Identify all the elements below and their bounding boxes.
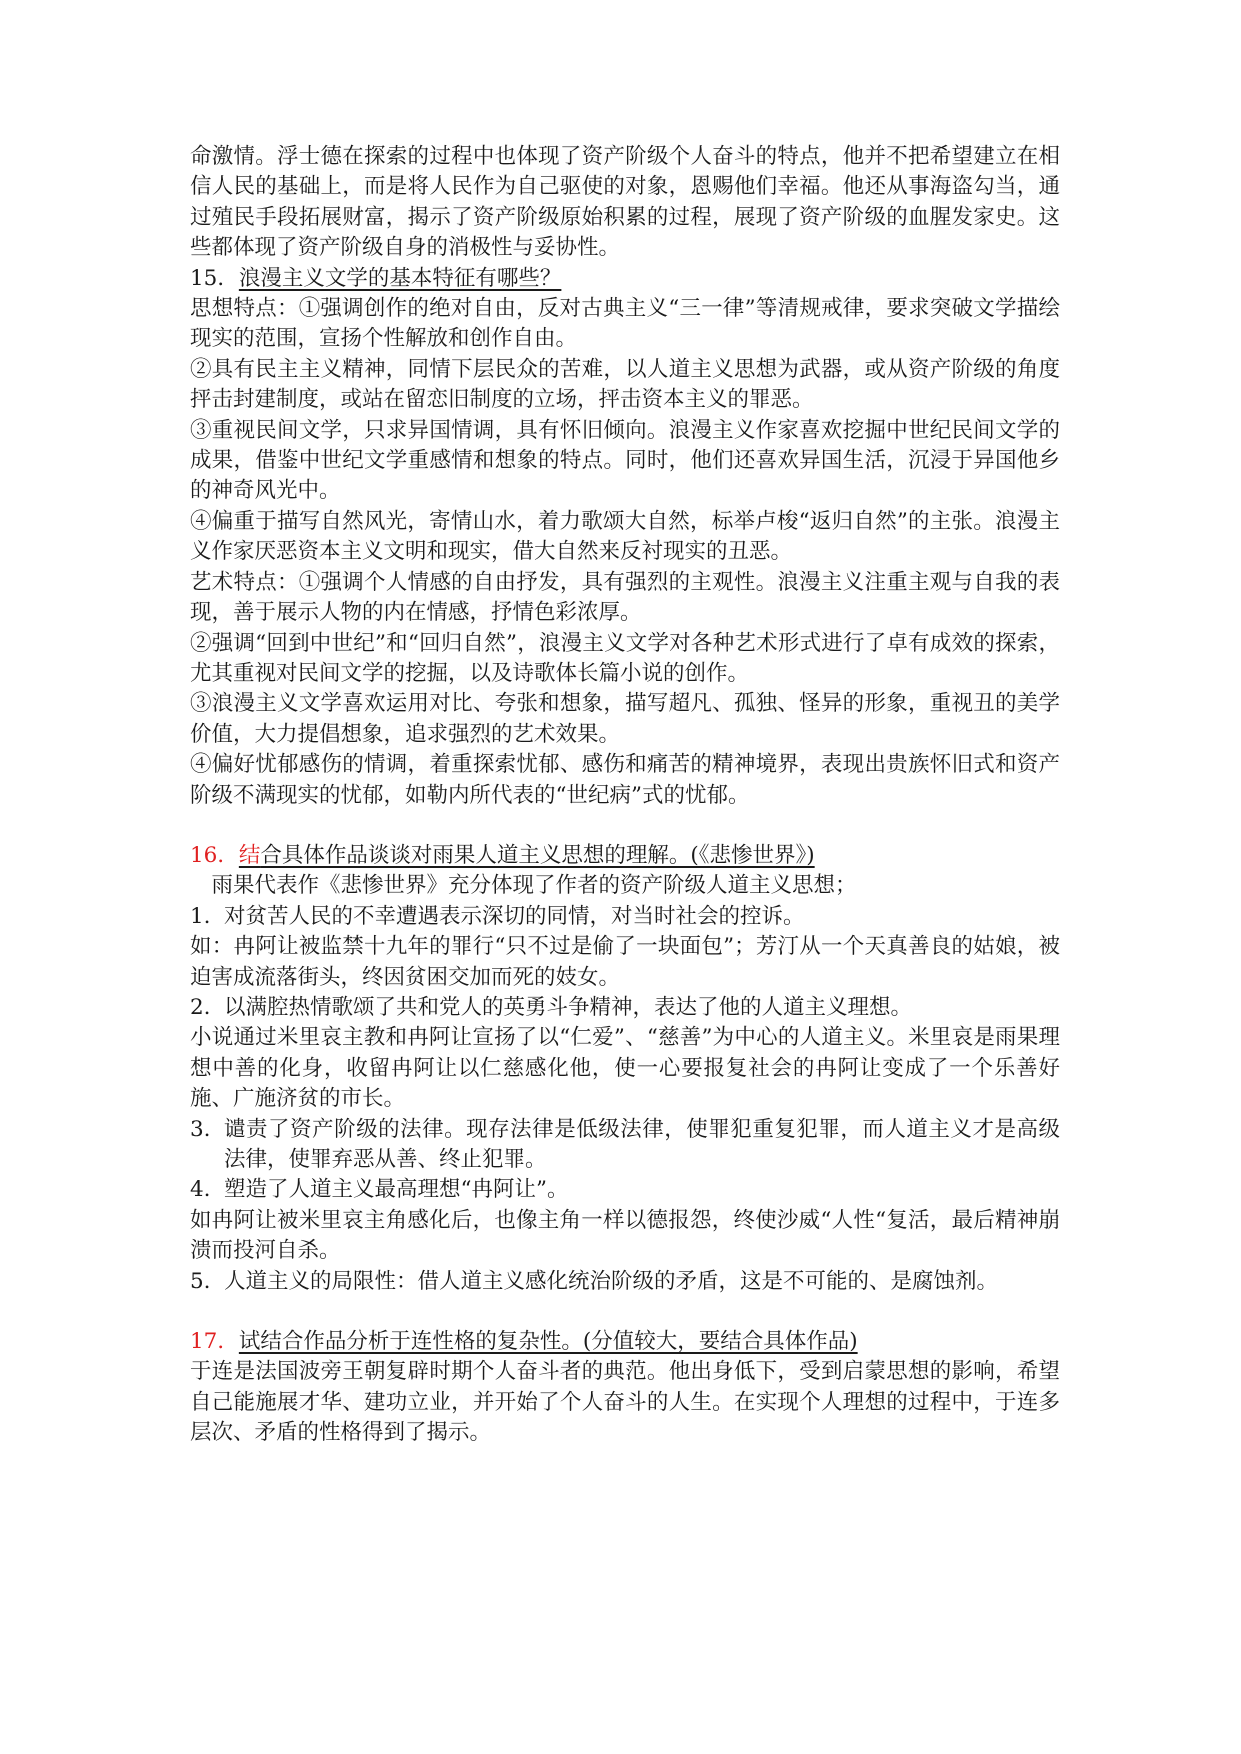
question-16-heading <box>190 841 1060 871</box>
q16-list-item <box>190 993 1060 1023</box>
intro-paragraph: 命激情。浮士德在探索的过程中也体现了资产阶级个人奋斗的特点，他并不把希望建立在相信人民的基础上，而是将人民作为自己驱使的对象，恩赐他们幸福。他还从事海盗勾当，通过殖民手段拓展财富，揭示了资产阶级原始积累的过程，展现了资产阶级的血腥发家史。这些都体现了资产阶级自身的消极性与妥协性。 <box>190 144 1060 261</box>
list-item-number: 4. <box>190 1177 211 1203</box>
q15-paragraph: ③浪漫主义文学喜欢运用对比、夸张和想象，描写超凡、孤独、怪异的形象，重视丑的美学价值，大力提倡想象，追求强烈的艺术效果。 <box>190 691 1060 747</box>
question-17-title: 试结合作品分析于连性格的复杂性。(分值较大，要结合具体作品) <box>238 1329 858 1355</box>
question-16-title-rest: 合具体作品谈谈对雨果人道主义思想的理解。(《悲惨世界》) <box>260 842 815 868</box>
document-page <box>190 142 1060 1449</box>
list-item-number: 1. <box>190 903 211 929</box>
question-17-heading <box>190 1327 1060 1357</box>
list-item-text: 以满腔热情歌颂了共和党人的英勇斗争精神，表达了他的人道主义理想。 <box>224 994 913 1020</box>
question-16-title-red-char: 结 <box>238 842 261 868</box>
q15-paragraph: ④偏重于描写自然风光，寄情山水，着力歌颂大自然，标举卢梭“返归自然”的主张。浪漫主义作家厌恶资本主义文明和现实，借大自然来反衬现实的丑恶。 <box>190 508 1060 565</box>
section-spacer <box>190 811 1060 841</box>
list-item-text: 谴责了资产阶级的法律。现存法律是低级法律，使罪犯重复犯罪，而人道主义才是高级法律，使罪弃恶从善、终止犯罪。 <box>224 1116 1060 1172</box>
q16-item-note: 如：冉阿让被监禁十九年的罪行“只不过是偷了一块面包”；芳汀从一个天真善良的姑娘，被迫害成流落街头，终因贫困交加而死的妓女。 <box>190 934 1060 990</box>
list-item-text: 对贫苦人民的不幸遭遇表示深切的同情，对当时社会的控诉。 <box>224 903 805 929</box>
q16-list-item <box>190 1115 1060 1176</box>
q17-paragraph: 于连是法国波旁王朝复辟时期个人奋斗者的典范。他出身低下，受到启蒙思想的影响，希望自己能施展才华、建功立业，并开始了个人奋斗的人生。在实现个人理想的过程中，于连多层次、矛盾的性格得到了揭示。 <box>190 1359 1060 1446</box>
question-15-title: 浪漫主义文学的基本特征有哪些？ <box>238 265 562 291</box>
question-16-title <box>239 843 815 868</box>
q15-paragraph: ②具有民主主义精神，同情下层民众的苦难，以人道主义思想为武器，或从资产阶级的角度抨击封建制度，或站在留恋旧制度的立场，抨击资本主义的罪恶。 <box>190 356 1060 413</box>
list-item-number: 3. <box>190 1116 211 1142</box>
q15-paragraph: 艺术特点：①强调个人情感的自由抒发，具有强烈的主观性。浪漫主义注重主观与自我的表现，善于展示人物的内在情感，抒情色彩浓厚。 <box>190 569 1060 626</box>
q15-paragraph: ③重视民间文学，只求异国情调，具有怀旧倾向。浪漫主义作家喜欢挖掘中世纪民间文学的成果，借鉴中世纪文学重感情和想象的特点。同时，他们还喜欢异国生活，沉浸于异国他乡的神奇风光中。 <box>190 417 1060 504</box>
question-17-number: 17． <box>190 1329 239 1355</box>
q15-paragraph: ④偏好忧郁感伤的情调，着重探索忧郁、感伤和痛苦的精神境界，表现出贵族怀旧式和资产阶级不满现实的忧郁，如勒内所代表的“世纪病”式的忧郁。 <box>190 752 1060 808</box>
section-spacer <box>190 1297 1060 1327</box>
question-16-number: 16． <box>190 842 239 868</box>
q15-paragraph: ②强调“回到中世纪”和“回归自然”，浪漫主义文学对各种艺术形式进行了卓有成效的探索，尤其重视对民间文学的挖掘，以及诗歌体长篇小说的创作。 <box>190 630 1060 686</box>
list-item-text: 塑造了人道主义最高理想“冉阿让”。 <box>224 1177 569 1203</box>
list-item-number: 2. <box>190 994 211 1020</box>
q16-item-note: 如冉阿让被米里哀主角感化后，也像主角一样以德报怨，终使沙威“人性“复活，最后精神崩溃而投河自杀。 <box>190 1207 1060 1264</box>
q16-item-note: 小说通过米里哀主教和冉阿让宣扬了以“仁爱”、“慈善”为中心的人道主义。米里哀是雨果理想中善的化身，收留冉阿让以仁慈感化他，使一心要报复社会的冉阿让变成了一个乐善好施、广施济贫的市长。 <box>190 1025 1060 1112</box>
q16-intro: 雨果代表作《悲惨世界》充分体现了作者的资产阶级人道主义思想； <box>211 873 857 899</box>
q15-paragraph: 思想特点：①强调创作的绝对自由，反对古典主义“三一律”等清规戒律，要求突破文学描绘现实的范围，宣扬个性解放和创作自由。 <box>190 296 1060 352</box>
question-15-number: 15． <box>190 265 239 291</box>
list-item-text: 人道主义的局限性：借人道主义感化统治阶级的矛盾，这是不可能的、是腐蚀剂。 <box>224 1268 999 1294</box>
q16-list-item <box>190 1175 1060 1205</box>
list-item-number: 5. <box>190 1268 211 1294</box>
question-15-heading <box>190 264 1060 294</box>
q16-list-item <box>190 902 1060 932</box>
q16-list-item <box>190 1267 1060 1297</box>
